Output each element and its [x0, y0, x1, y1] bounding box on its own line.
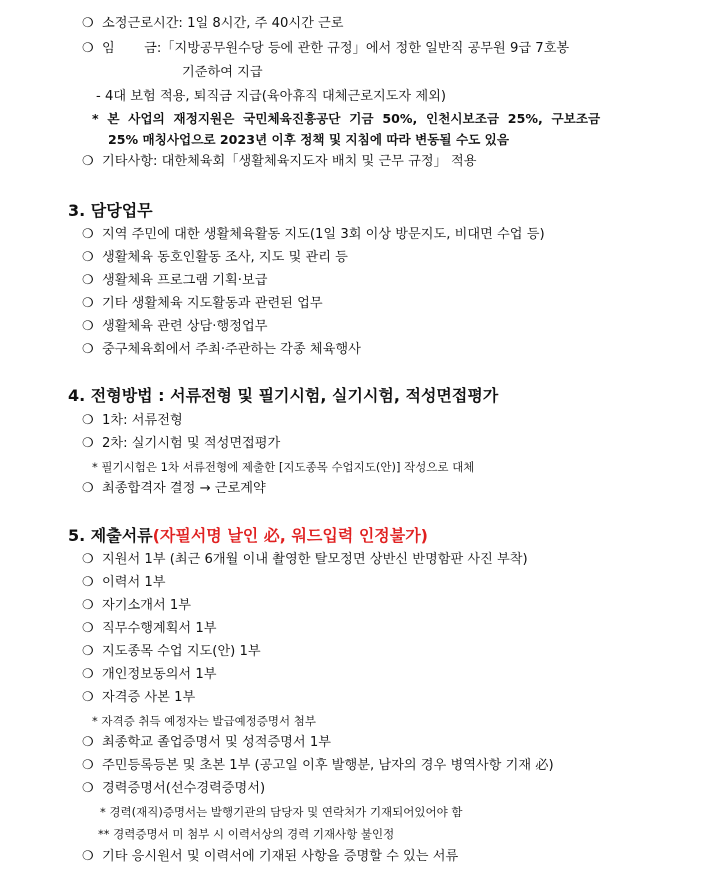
bullet-icon: ❍ — [82, 41, 94, 56]
list-item: ❍ 기타 생활체육 지도활동과 관련된 업무 — [82, 296, 323, 311]
list-item: ❍ 자기소개서 1부 — [82, 598, 192, 613]
career-note: ** 경력증명서 미 첨부 시 이력서상의 경력 기재사항 불인정 — [98, 827, 395, 841]
list-item: ❍ 2차: 실기시험 및 적성면접평가 — [82, 436, 281, 451]
bullet-icon: ❍ — [82, 319, 94, 334]
list-item: ❍ 주민등록등본 및 초본 1부 (공고일 이후 발행분, 남자의 경우 병역사항 기재 必) — [82, 758, 554, 773]
list-item: ❍ 중구체육회에서 주최·주관하는 각종 체육행사 — [82, 342, 361, 357]
career-note: * 경력(재직)증명서는 발행기관의 담당자 및 연락처가 기재되어있어야 함 — [100, 805, 463, 819]
list-item: ❍ 생활체육 관련 상담·행정업무 — [82, 319, 268, 334]
bullet-icon: ❍ — [82, 436, 94, 451]
list-item: ❍ 지도종목 수업 지도(안) 1부 — [82, 644, 261, 659]
bullet-icon: ❍ — [82, 413, 94, 428]
list-item: ❍ 지역 주민에 대한 생활체육활동 지도(1일 3회 이상 방문지도, 비대면 수업 등) — [82, 227, 545, 242]
bullet-icon: ❍ — [82, 690, 94, 705]
list-item: ❍ 소정근로시간: 1일 8시간, 주 40시간 근로 — [82, 16, 344, 31]
list-item: ❍ 기타 응시원서 및 이력서에 기재된 사항을 증명할 수 있는 서류 — [82, 849, 459, 864]
list-item: ❍ 최종학교 졸업증명서 및 성적증명서 1부 — [82, 735, 331, 750]
list-item: ❍ 임 금:「지방공무원수당 등에 관한 규정」에서 정한 일반직 공무원 9급 7호봉 — [82, 41, 570, 56]
bullet-icon: ❍ — [82, 781, 94, 796]
bullet-icon: ❍ — [82, 481, 94, 496]
list-item: ❍ 경력증명서(선수경력증명서) — [82, 781, 266, 796]
funding-note: * 본 사업의 재정지원은 국민체육진흥공단 기금 50%, 인천시보조금 25%, 구보조금 — [92, 111, 601, 126]
list-item: ❍ 개인정보동의서 1부 — [82, 667, 217, 682]
bullet-icon: ❍ — [82, 296, 94, 311]
bullet-icon: ❍ — [82, 250, 94, 265]
written-test-note: * 필기시험은 1차 서류전형에 제출한 [지도종목 수업지도(안)] 작성으로 대체 — [92, 460, 475, 474]
section-3-heading: 3. 담당업무 — [68, 201, 153, 220]
insurance-note: - 4대 보험 적용, 퇴직금 지급(육아휴직 대체근로지도자 제외) — [96, 89, 446, 104]
list-item: ❍ 자격증 사본 1부 — [82, 690, 196, 705]
list-item: ❍ 이력서 1부 — [82, 575, 166, 590]
list-item: ❍ 최종합격자 결정 → 근로계약 — [82, 481, 266, 496]
bullet-icon: ❍ — [82, 598, 94, 613]
bullet-icon: ❍ — [82, 552, 94, 567]
list-item: ❍ 1차: 서류전형 — [82, 413, 183, 428]
bullet-icon: ❍ — [82, 758, 94, 773]
bullet-icon: ❍ — [82, 154, 94, 169]
wage-continuation: 기준하여 지급 — [182, 65, 263, 80]
list-item: ❍ 직무수행계획서 1부 — [82, 621, 217, 636]
section-5-heading — [68, 526, 428, 546]
bullet-icon: ❍ — [82, 227, 94, 242]
certificate-note: * 자격증 취득 예정자는 발급예정증명서 첨부 — [92, 714, 316, 728]
bullet-icon: ❍ — [82, 644, 94, 659]
bullet-icon: ❍ — [82, 621, 94, 636]
section-5-title: 5. 제출서류 — [68, 526, 153, 545]
bullet-icon: ❍ — [82, 735, 94, 750]
bullet-icon: ❍ — [82, 667, 94, 682]
bullet-icon: ❍ — [82, 342, 94, 357]
bullet-icon: ❍ — [82, 575, 94, 590]
bullet-icon: ❍ — [82, 16, 94, 31]
list-item: ❍ 생활체육 동호인활동 조사, 지도 및 관리 등 — [82, 250, 348, 265]
bullet-icon: ❍ — [82, 849, 94, 864]
list-item: ❍ 지원서 1부 (최근 6개월 이내 촬영한 탈모정면 상반신 반명함판 사진 부착) — [82, 552, 528, 567]
list-item: ❍ 기타사항: 대한체육회「생활체육지도자 배치 및 근무 규정」 적용 — [82, 154, 477, 169]
funding-note-continuation: 25% 매칭사업으로 2023년 이후 정책 및 지침에 따라 변동될 수도 있음 — [108, 132, 510, 147]
section-4-heading: 4. 전형방법 : 서류전형 및 필기시험, 실기시험, 적성면접평가 — [68, 386, 499, 405]
bullet-icon: ❍ — [82, 273, 94, 288]
list-item: ❍ 생활체육 프로그램 기획·보급 — [82, 273, 268, 288]
section-5-requirement: (자필서명 날인 必, 워드입력 인정불가) — [152, 526, 428, 545]
